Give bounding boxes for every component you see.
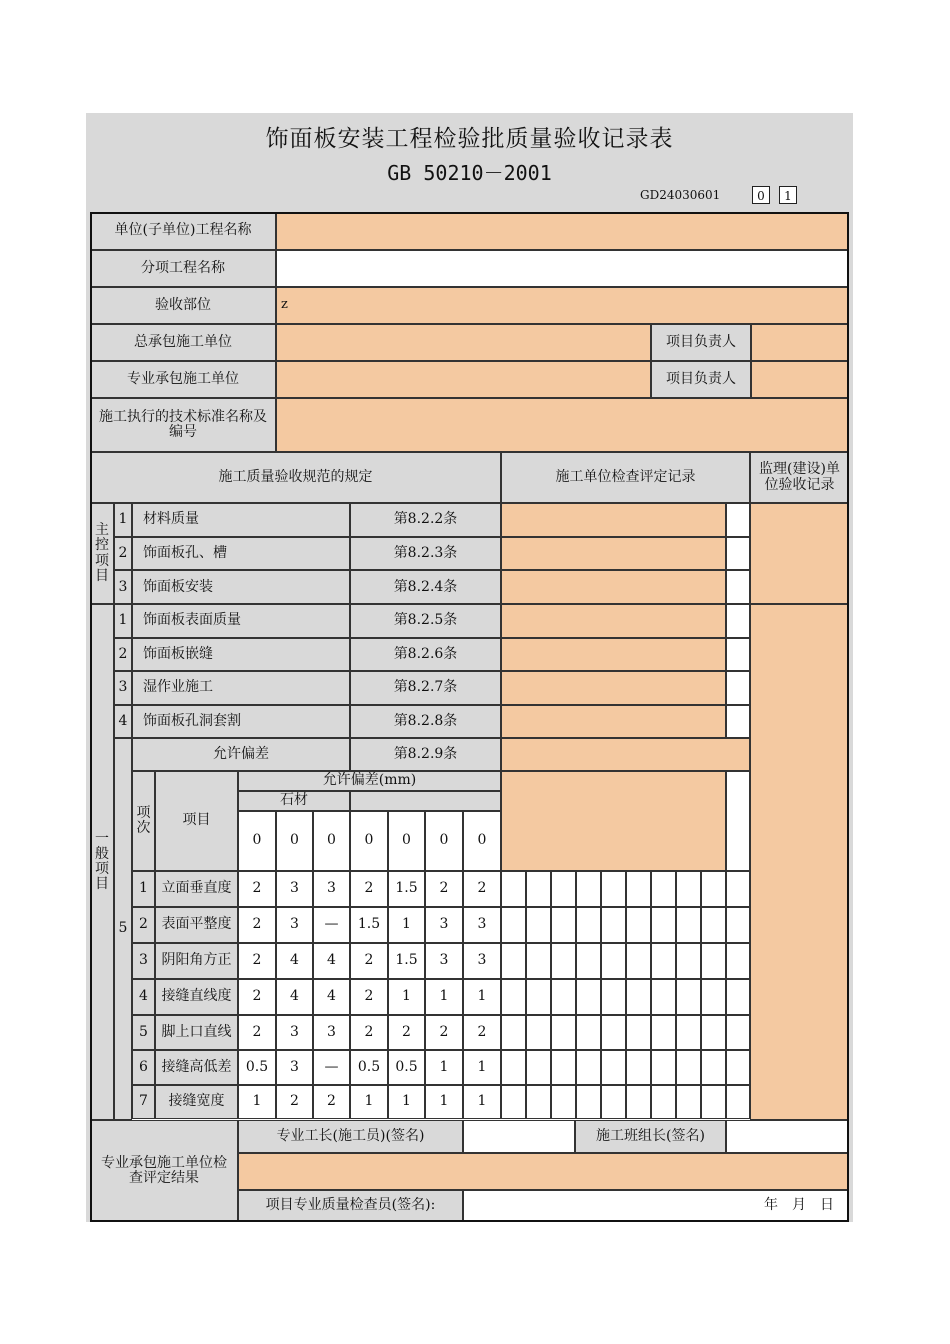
measured-value-cell[interactable] — [576, 1015, 601, 1050]
deviation-header-blank — [726, 771, 750, 871]
allowed-value: 2 — [313, 1085, 350, 1119]
allowed-value: 2 — [425, 871, 463, 907]
allowed-value-header: 0 — [350, 811, 388, 871]
measured-value-cell[interactable] — [676, 979, 701, 1015]
allowed-value: 3 — [463, 943, 501, 979]
item-number: 2 — [114, 537, 132, 571]
specialty-contractor-input[interactable] — [276, 361, 651, 398]
measured-value-cell[interactable] — [701, 979, 726, 1015]
standard-number: GB 50210－2001 — [387, 161, 552, 185]
sub-item-number: 3 — [132, 943, 155, 979]
inspection-date[interactable]: 年 月 日 — [463, 1190, 849, 1222]
allowed-value: — — [313, 907, 350, 943]
measured-value-cell[interactable] — [551, 943, 576, 979]
sub-project-input[interactable] — [276, 250, 849, 287]
item-record-blank — [726, 671, 750, 705]
sub-item-number-header: 项次 — [132, 771, 155, 871]
allowed-value: 1 — [425, 979, 463, 1015]
item-number: 1 — [114, 503, 132, 537]
allowed-value: 3 — [313, 871, 350, 907]
general-items-label: 一般项目 — [90, 604, 114, 1120]
measured-value-cell[interactable] — [501, 871, 526, 907]
allowed-value: 2 — [425, 1015, 463, 1050]
allowed-value: 2 — [276, 1085, 313, 1119]
measured-value-cell[interactable] — [576, 871, 601, 907]
allowed-value: 2 — [238, 943, 276, 979]
allowed-value: 2 — [238, 907, 276, 943]
allowed-value: 1.5 — [388, 943, 425, 979]
item-record-blank — [726, 638, 750, 672]
supervisor-header: 监理(建设)单位验收记录 — [750, 452, 849, 503]
acceptance-form — [90, 212, 849, 1222]
measured-value-cell[interactable] — [576, 943, 601, 979]
measured-value-cell[interactable] — [626, 1015, 651, 1050]
sub-project-label: 分项工程名称 — [90, 250, 276, 287]
measured-value-cell[interactable] — [676, 871, 701, 907]
item-record-input[interactable] — [501, 671, 726, 705]
measured-value-cell[interactable] — [651, 907, 676, 943]
allowed-deviation-header: 允许偏差(mm) — [238, 771, 501, 791]
allowed-value-header: 0 — [313, 811, 350, 871]
deviation-header-record[interactable] — [501, 771, 726, 871]
sub-item-name: 接缝高低差 — [155, 1050, 238, 1085]
result-label: 专业承包施工单位检查评定结果 — [90, 1120, 238, 1222]
measured-value-cell[interactable] — [501, 1015, 526, 1050]
allowed-value: 1 — [388, 1085, 425, 1119]
measured-value-cell[interactable] — [676, 1085, 701, 1119]
measured-value-cell[interactable] — [526, 979, 551, 1015]
item-clause: 第8.2.6条 — [350, 638, 501, 672]
allowed-value: 2 — [350, 979, 388, 1015]
sub-item-number: 6 — [132, 1050, 155, 1085]
allowed-value: 1 — [463, 979, 501, 1015]
allowed-value-header: 0 — [276, 811, 313, 871]
acceptance-part-label: 验收部位 — [90, 287, 276, 324]
allowed-value: 1 — [463, 1050, 501, 1085]
measured-value-cell[interactable] — [726, 943, 750, 979]
allowed-value-header: 0 — [238, 811, 276, 871]
measured-value-cell[interactable] — [526, 907, 551, 943]
allowed-value: 4 — [313, 979, 350, 1015]
item-clause: 第8.2.2条 — [350, 503, 501, 537]
project-manager-input-2[interactable] — [751, 361, 849, 398]
measured-value-cell[interactable] — [676, 1050, 701, 1085]
main-control-supervisor-input[interactable] — [750, 503, 849, 604]
item-clause: 第8.2.3条 — [350, 537, 501, 571]
item-name: 饰面板嵌缝 — [132, 638, 350, 672]
item-record-input[interactable] — [501, 503, 726, 537]
item-record-input[interactable] — [501, 570, 726, 604]
measured-value-cell[interactable] — [526, 1015, 551, 1050]
sub-item-number: 1 — [132, 871, 155, 907]
allowed-value: 1 — [425, 1050, 463, 1085]
sub-item-number: 4 — [132, 979, 155, 1015]
spec-header: 施工质量验收规范的规定 — [90, 452, 501, 503]
form-code: GD24030601 — [640, 188, 721, 202]
stone-header-blank — [350, 791, 501, 811]
item-record-input[interactable] — [501, 537, 726, 571]
allowed-value: 1 — [350, 1085, 388, 1119]
item-name: 饰面板孔、槽 — [132, 537, 350, 571]
item-number: 2 — [114, 638, 132, 672]
sub-item-name: 脚上口直线 — [155, 1015, 238, 1050]
allowed-value: 1.5 — [388, 871, 425, 907]
measured-value-cell[interactable] — [651, 943, 676, 979]
tech-standard-label: 施工执行的技术标准名称及编号 — [90, 398, 276, 452]
allowed-value: 3 — [276, 871, 313, 907]
measured-value-cell[interactable] — [601, 1015, 626, 1050]
item-number: 3 — [114, 570, 132, 604]
measured-value-cell[interactable] — [526, 871, 551, 907]
allowed-value-header: 0 — [425, 811, 463, 871]
measured-value-cell[interactable] — [676, 943, 701, 979]
measured-value-cell[interactable] — [651, 979, 676, 1015]
allowed-value: 0.5 — [388, 1050, 425, 1085]
allowed-value: 1 — [463, 1085, 501, 1119]
measured-value-cell[interactable] — [626, 907, 651, 943]
team-leader-label: 施工班组长(签名) — [575, 1120, 726, 1153]
measured-value-cell[interactable] — [726, 1015, 750, 1050]
item-clause: 第8.2.5条 — [350, 604, 501, 638]
general-supervisor-input[interactable] — [750, 604, 849, 1120]
deviation-label: 允许偏差 — [132, 738, 350, 771]
allowed-value: 3 — [276, 1050, 313, 1085]
measured-value-cell[interactable] — [501, 943, 526, 979]
sub-item-name: 接缝宽度 — [155, 1085, 238, 1119]
measured-value-cell[interactable] — [626, 1085, 651, 1119]
sub-item-name: 表面平整度 — [155, 907, 238, 943]
item-number: 1 — [114, 604, 132, 638]
measured-value-cell[interactable] — [626, 979, 651, 1015]
measured-value-cell[interactable] — [551, 1085, 576, 1119]
measured-value-cell[interactable] — [726, 1085, 750, 1119]
allowed-value: — — [313, 1050, 350, 1085]
result-input[interactable] — [238, 1153, 849, 1190]
measured-value-cell[interactable] — [701, 1050, 726, 1085]
allowed-value: 1 — [388, 979, 425, 1015]
allowed-value: 3 — [425, 907, 463, 943]
measured-value-cell[interactable] — [701, 907, 726, 943]
allowed-value: 2 — [350, 871, 388, 907]
measured-value-cell[interactable] — [601, 907, 626, 943]
measured-value-cell[interactable] — [601, 871, 626, 907]
measured-value-cell[interactable] — [576, 1085, 601, 1119]
measured-value-cell[interactable] — [551, 1050, 576, 1085]
measured-value-cell[interactable] — [576, 979, 601, 1015]
foreman-signature-input[interactable] — [463, 1120, 575, 1153]
sub-item-name-header: 项目 — [155, 771, 238, 871]
measured-value-cell[interactable] — [526, 1050, 551, 1085]
measured-value-cell[interactable] — [551, 871, 576, 907]
measured-value-cell[interactable] — [626, 943, 651, 979]
allowed-value: 1 — [238, 1085, 276, 1119]
allowed-value: 2 — [463, 871, 501, 907]
measured-value-cell[interactable] — [701, 1015, 726, 1050]
deviation-clause: 第8.2.9条 — [350, 738, 501, 771]
allowed-value: 3 — [276, 1015, 313, 1050]
code-box-1[interactable]: 0 — [752, 186, 770, 204]
allowed-value: 2 — [350, 1015, 388, 1050]
general-contractor-label: 总承包施工单位 — [90, 324, 276, 361]
foreman-label: 专业工长(施工员)(签名) — [238, 1120, 463, 1153]
measured-value-cell[interactable] — [551, 907, 576, 943]
inspector-label: 项目专业质量检查员(签名): — [238, 1190, 463, 1222]
measured-value-cell[interactable] — [701, 871, 726, 907]
team-leader-signature-input[interactable] — [726, 1120, 849, 1153]
item-record-blank — [726, 604, 750, 638]
form-title: 饰面板安装工程检验批质量验收记录表 — [265, 126, 674, 152]
measured-value-cell[interactable] — [601, 1085, 626, 1119]
measured-value-cell[interactable] — [601, 1050, 626, 1085]
contractor-record-header: 施工单位检查评定记录 — [501, 452, 750, 503]
item-record-input[interactable] — [501, 638, 726, 672]
measured-value-cell[interactable] — [701, 943, 726, 979]
item-record-input[interactable] — [501, 705, 726, 739]
measured-value-cell[interactable] — [551, 1015, 576, 1050]
project-manager-label-2: 项目负责人 — [651, 361, 751, 398]
allowed-value: 0.5 — [238, 1050, 276, 1085]
allowed-value: 4 — [276, 943, 313, 979]
stone-header: 石材 — [238, 791, 350, 811]
item-clause: 第8.2.7条 — [350, 671, 501, 705]
measured-value-cell[interactable] — [651, 871, 676, 907]
unit-project-label: 单位(子单位)工程名称 — [90, 212, 276, 250]
item-name: 湿作业施工 — [132, 671, 350, 705]
measured-value-cell[interactable] — [601, 979, 626, 1015]
specialty-contractor-label: 专业承包施工单位 — [90, 361, 276, 398]
measured-value-cell[interactable] — [501, 1050, 526, 1085]
item-number: 4 — [114, 705, 132, 739]
allowed-value: 3 — [463, 907, 501, 943]
measured-value-cell[interactable] — [726, 871, 750, 907]
allowed-value: 2 — [463, 1015, 501, 1050]
item-clause: 第8.2.4条 — [350, 570, 501, 604]
item-clause: 第8.2.8条 — [350, 705, 501, 739]
measured-value-cell[interactable] — [526, 1085, 551, 1119]
allowed-value: 2 — [388, 1015, 425, 1050]
measured-value-cell[interactable] — [651, 1015, 676, 1050]
project-manager-label-1: 项目负责人 — [651, 324, 751, 361]
allowed-value: 0.5 — [350, 1050, 388, 1085]
measured-value-cell[interactable] — [501, 979, 526, 1015]
project-manager-input-1[interactable] — [751, 324, 849, 361]
item-record-blank — [726, 503, 750, 537]
measured-value-cell[interactable] — [726, 1050, 750, 1085]
tech-standard-input[interactable] — [276, 398, 849, 452]
allowed-value: 3 — [313, 1015, 350, 1050]
general-contractor-input[interactable] — [276, 324, 651, 361]
item-number: 3 — [114, 671, 132, 705]
measured-value-cell[interactable] — [501, 1085, 526, 1119]
sub-item-number: 7 — [132, 1085, 155, 1119]
item-record-input[interactable] — [501, 604, 726, 638]
measured-value-cell[interactable] — [726, 979, 750, 1015]
allowed-value: 3 — [425, 943, 463, 979]
measured-value-cell[interactable] — [626, 871, 651, 907]
measured-value-cell[interactable] — [701, 1085, 726, 1119]
allowed-value: 1 — [388, 907, 425, 943]
allowed-value-header: 0 — [388, 811, 425, 871]
measured-value-cell[interactable] — [651, 1050, 676, 1085]
sub-item-name: 阴阳角方正 — [155, 943, 238, 979]
measured-value-cell[interactable] — [726, 907, 750, 943]
sub-item-number: 2 — [132, 907, 155, 943]
item-name: 饰面板安装 — [132, 570, 350, 604]
measured-value-cell[interactable] — [526, 943, 551, 979]
allowed-value-header: 0 — [463, 811, 501, 871]
measured-value-cell[interactable] — [501, 907, 526, 943]
item-name: 饰面板表面质量 — [132, 604, 350, 638]
allowed-value: 2 — [350, 943, 388, 979]
acceptance-part-input[interactable]: z — [276, 287, 849, 324]
measured-value-cell[interactable] — [551, 979, 576, 1015]
item-record-blank — [726, 705, 750, 739]
allowed-value: 4 — [313, 943, 350, 979]
sub-item-name: 立面垂直度 — [155, 871, 238, 907]
code-box-2[interactable]: 1 — [779, 186, 797, 204]
measured-value-cell[interactable] — [576, 907, 601, 943]
deviation-record-input[interactable] — [501, 738, 750, 771]
measured-value-cell[interactable] — [601, 943, 626, 979]
main-control-label: 主控项目 — [90, 503, 114, 604]
sub-item-name: 接缝直线度 — [155, 979, 238, 1015]
item-name: 材料质量 — [132, 503, 350, 537]
item-name: 饰面板孔洞套割 — [132, 705, 350, 739]
measured-value-cell[interactable] — [676, 907, 701, 943]
allowed-value: 1 — [425, 1085, 463, 1119]
unit-project-input[interactable] — [276, 212, 849, 250]
allowed-value: 2 — [238, 979, 276, 1015]
allowed-value: 2 — [238, 871, 276, 907]
sub-item-number: 5 — [132, 1015, 155, 1050]
measured-value-cell[interactable] — [651, 1085, 676, 1119]
allowed-value: 3 — [276, 907, 313, 943]
allowed-value: 2 — [238, 1015, 276, 1050]
item-record-blank — [726, 570, 750, 604]
measured-value-cell[interactable] — [626, 1050, 651, 1085]
item-record-blank — [726, 537, 750, 571]
measured-value-cell[interactable] — [576, 1050, 601, 1085]
measured-value-cell[interactable] — [676, 1015, 701, 1050]
deviation-item-number: 5 — [114, 738, 132, 1120]
allowed-value: 4 — [276, 979, 313, 1015]
allowed-value: 1.5 — [350, 907, 388, 943]
